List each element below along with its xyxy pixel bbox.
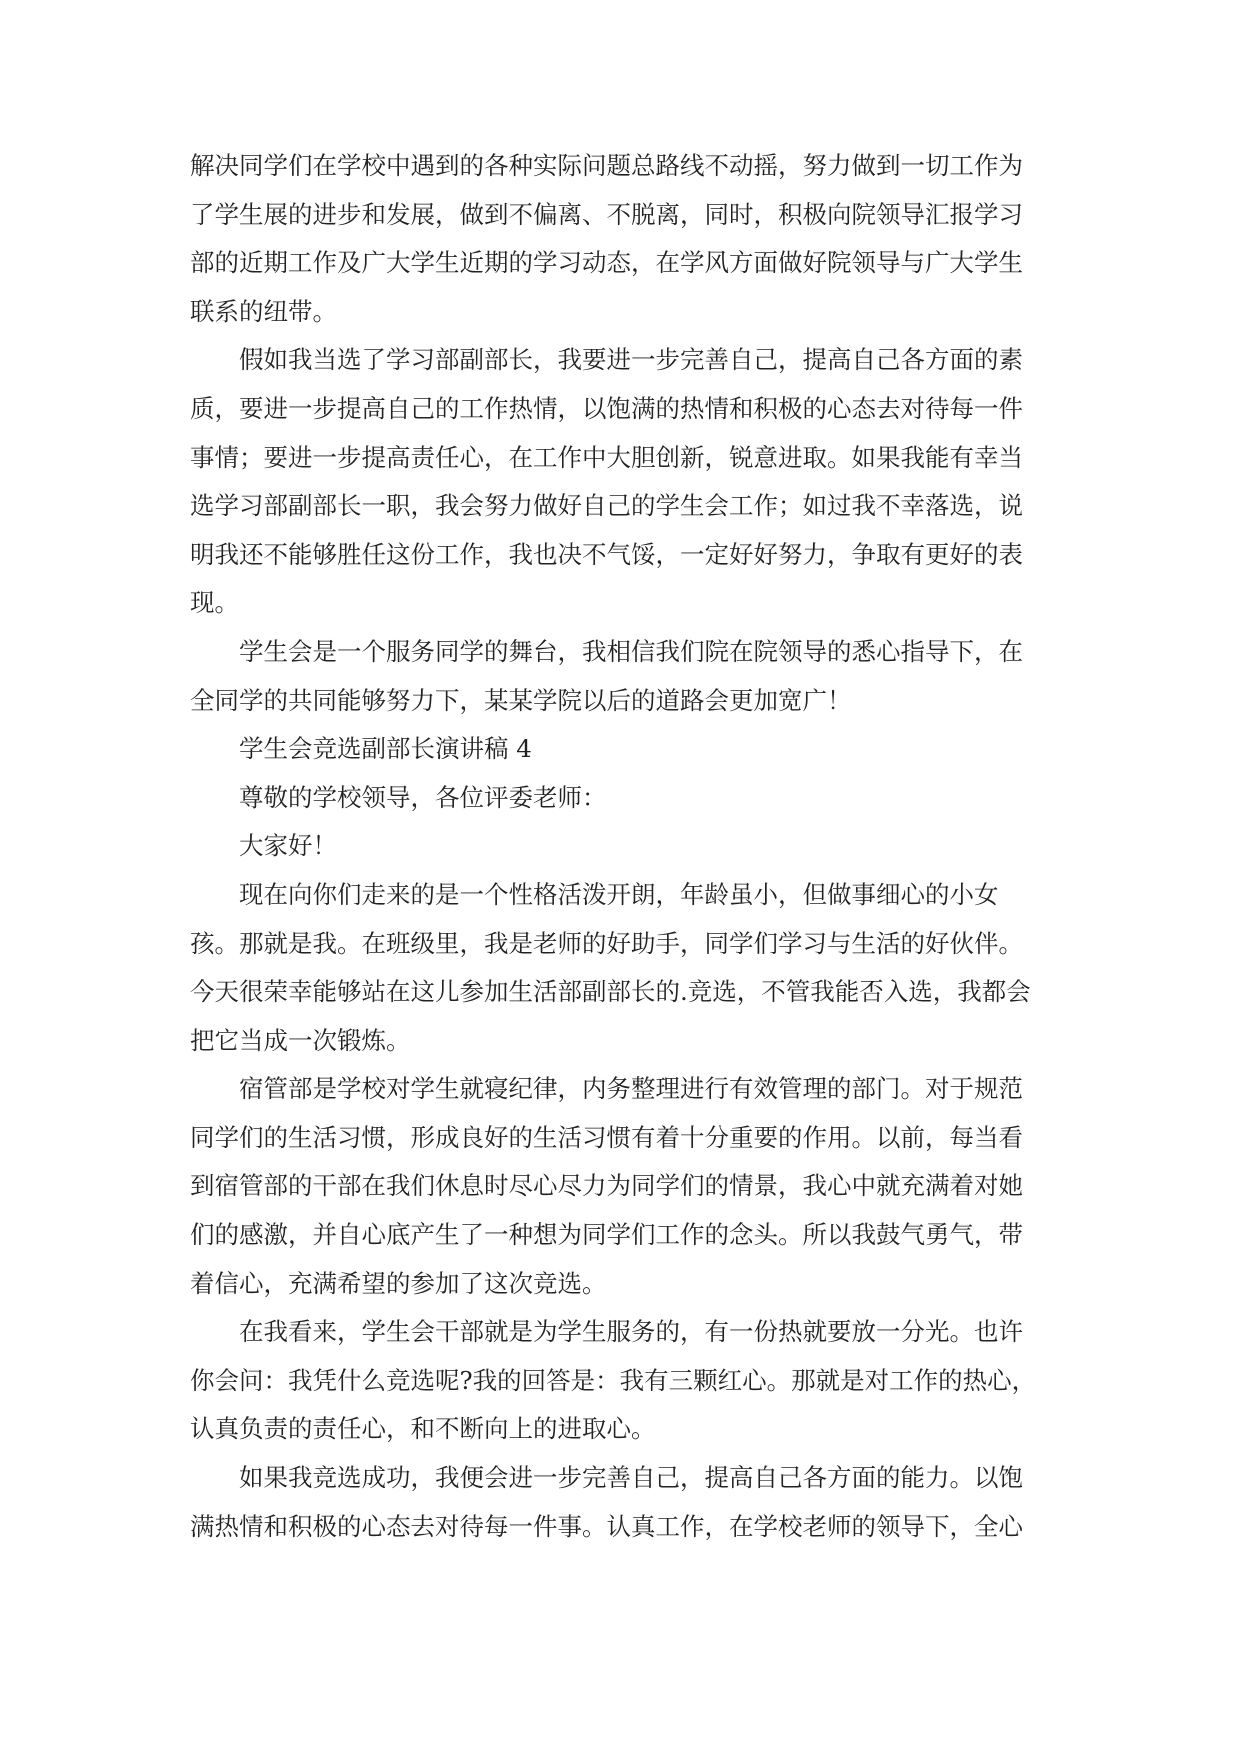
text-line: 大家好！ [239, 831, 337, 861]
text-line: 今天很荣幸能够站在这儿参加生活部副部长的.竞选，不管我能否入选，我都会 [190, 977, 1031, 1007]
text-line: 把它当成一次锻炼。 [190, 1025, 411, 1055]
text-line: 事情；要进一步提高责任心，在工作中大胆创新，锐意进取。如果我能有幸当 [190, 442, 1023, 472]
text-line: 认真负责的责任心，和不断向上的进取心。 [190, 1414, 656, 1444]
text-line: 选学习部副部长一职，我会努力做好自己的学生会工作；如过我不幸落选，说 [190, 491, 1023, 521]
text-line: 全同学的共同能够努力下，某某学院以后的道路会更加宽广！ [190, 685, 852, 715]
text-line: 学生会竞选副部长演讲稿 4 [239, 734, 532, 764]
text-line: 联系的纽带。 [190, 296, 337, 326]
text-line: 假如我当选了学习部副部长，我要进一步完善自己，提高自己各方面的素 [239, 345, 1023, 375]
text-line: 尊敬的学校领导，各位评委老师： [239, 782, 607, 812]
text-line: 部的近期工作及广大学生近期的学习动态，在学风方面做好院领导与广大学生 [190, 248, 1023, 278]
text-line: 在我看来，学生会干部就是为学生服务的，有一份热就要放一分光。也许 [239, 1317, 1023, 1347]
text-line: 现。 [190, 588, 239, 618]
text-line: 质，要进一步提高自己的工作热情，以饱满的热情和积极的心态去对待每一件 [190, 393, 1023, 423]
text-line: 宿管部是学校对学生就寝纪律，内务整理进行有效管理的部门。对于规范 [239, 1074, 1023, 1104]
text-line: 到宿管部的干部在我们休息时尽心尽力为同学们的情景，我心中就充满着对她 [190, 1171, 1023, 1201]
text-line: 现在向你们走来的是一个性格活泼开朗，年龄虽小，但做事细心的小女 [239, 879, 999, 909]
text-line: 孩。那就是我。在班级里，我是老师的好助手，同学们学习与生活的好伙伴。 [190, 928, 1023, 958]
text-line: 同学们的生活习惯，形成良好的生活习惯有着十分重要的作用。以前，每当看 [190, 1122, 1023, 1152]
text-line: 你会问：我凭什么竞选呢?我的回答是：我有三颗红心。那就是对工作的热心， [190, 1365, 1037, 1395]
text-line: 明我还不能够胜任这份工作，我也决不气馁，一定好好努力，争取有更好的表 [190, 539, 1023, 569]
text-line: 学生会是一个服务同学的舞台，我相信我们院在院领导的悉心指导下，在 [239, 636, 1023, 666]
text-line: 如果我竞选成功，我便会进一步完善自己，提高自己各方面的能力。以饱 [239, 1463, 1023, 1493]
text-line: 了学生展的进步和发展，做到不偏离、不脱离，同时，积极向院领导汇报学习 [190, 199, 1023, 229]
document-body [190, 142, 1060, 1551]
text-line: 们的感激，并自心底产生了一种想为同学们工作的念头。所以我鼓气勇气，带 [190, 1220, 1023, 1250]
text-line: 满热情和积极的心态去对待每一件事。认真工作，在学校老师的领导下，全心 [190, 1511, 1023, 1541]
text-line: 解决同学们在学校中遇到的各种实际问题总路线不动摇，努力做到一切工作为 [190, 151, 1023, 180]
text-line: 着信心，充满希望的参加了这次竞选。 [190, 1268, 607, 1298]
